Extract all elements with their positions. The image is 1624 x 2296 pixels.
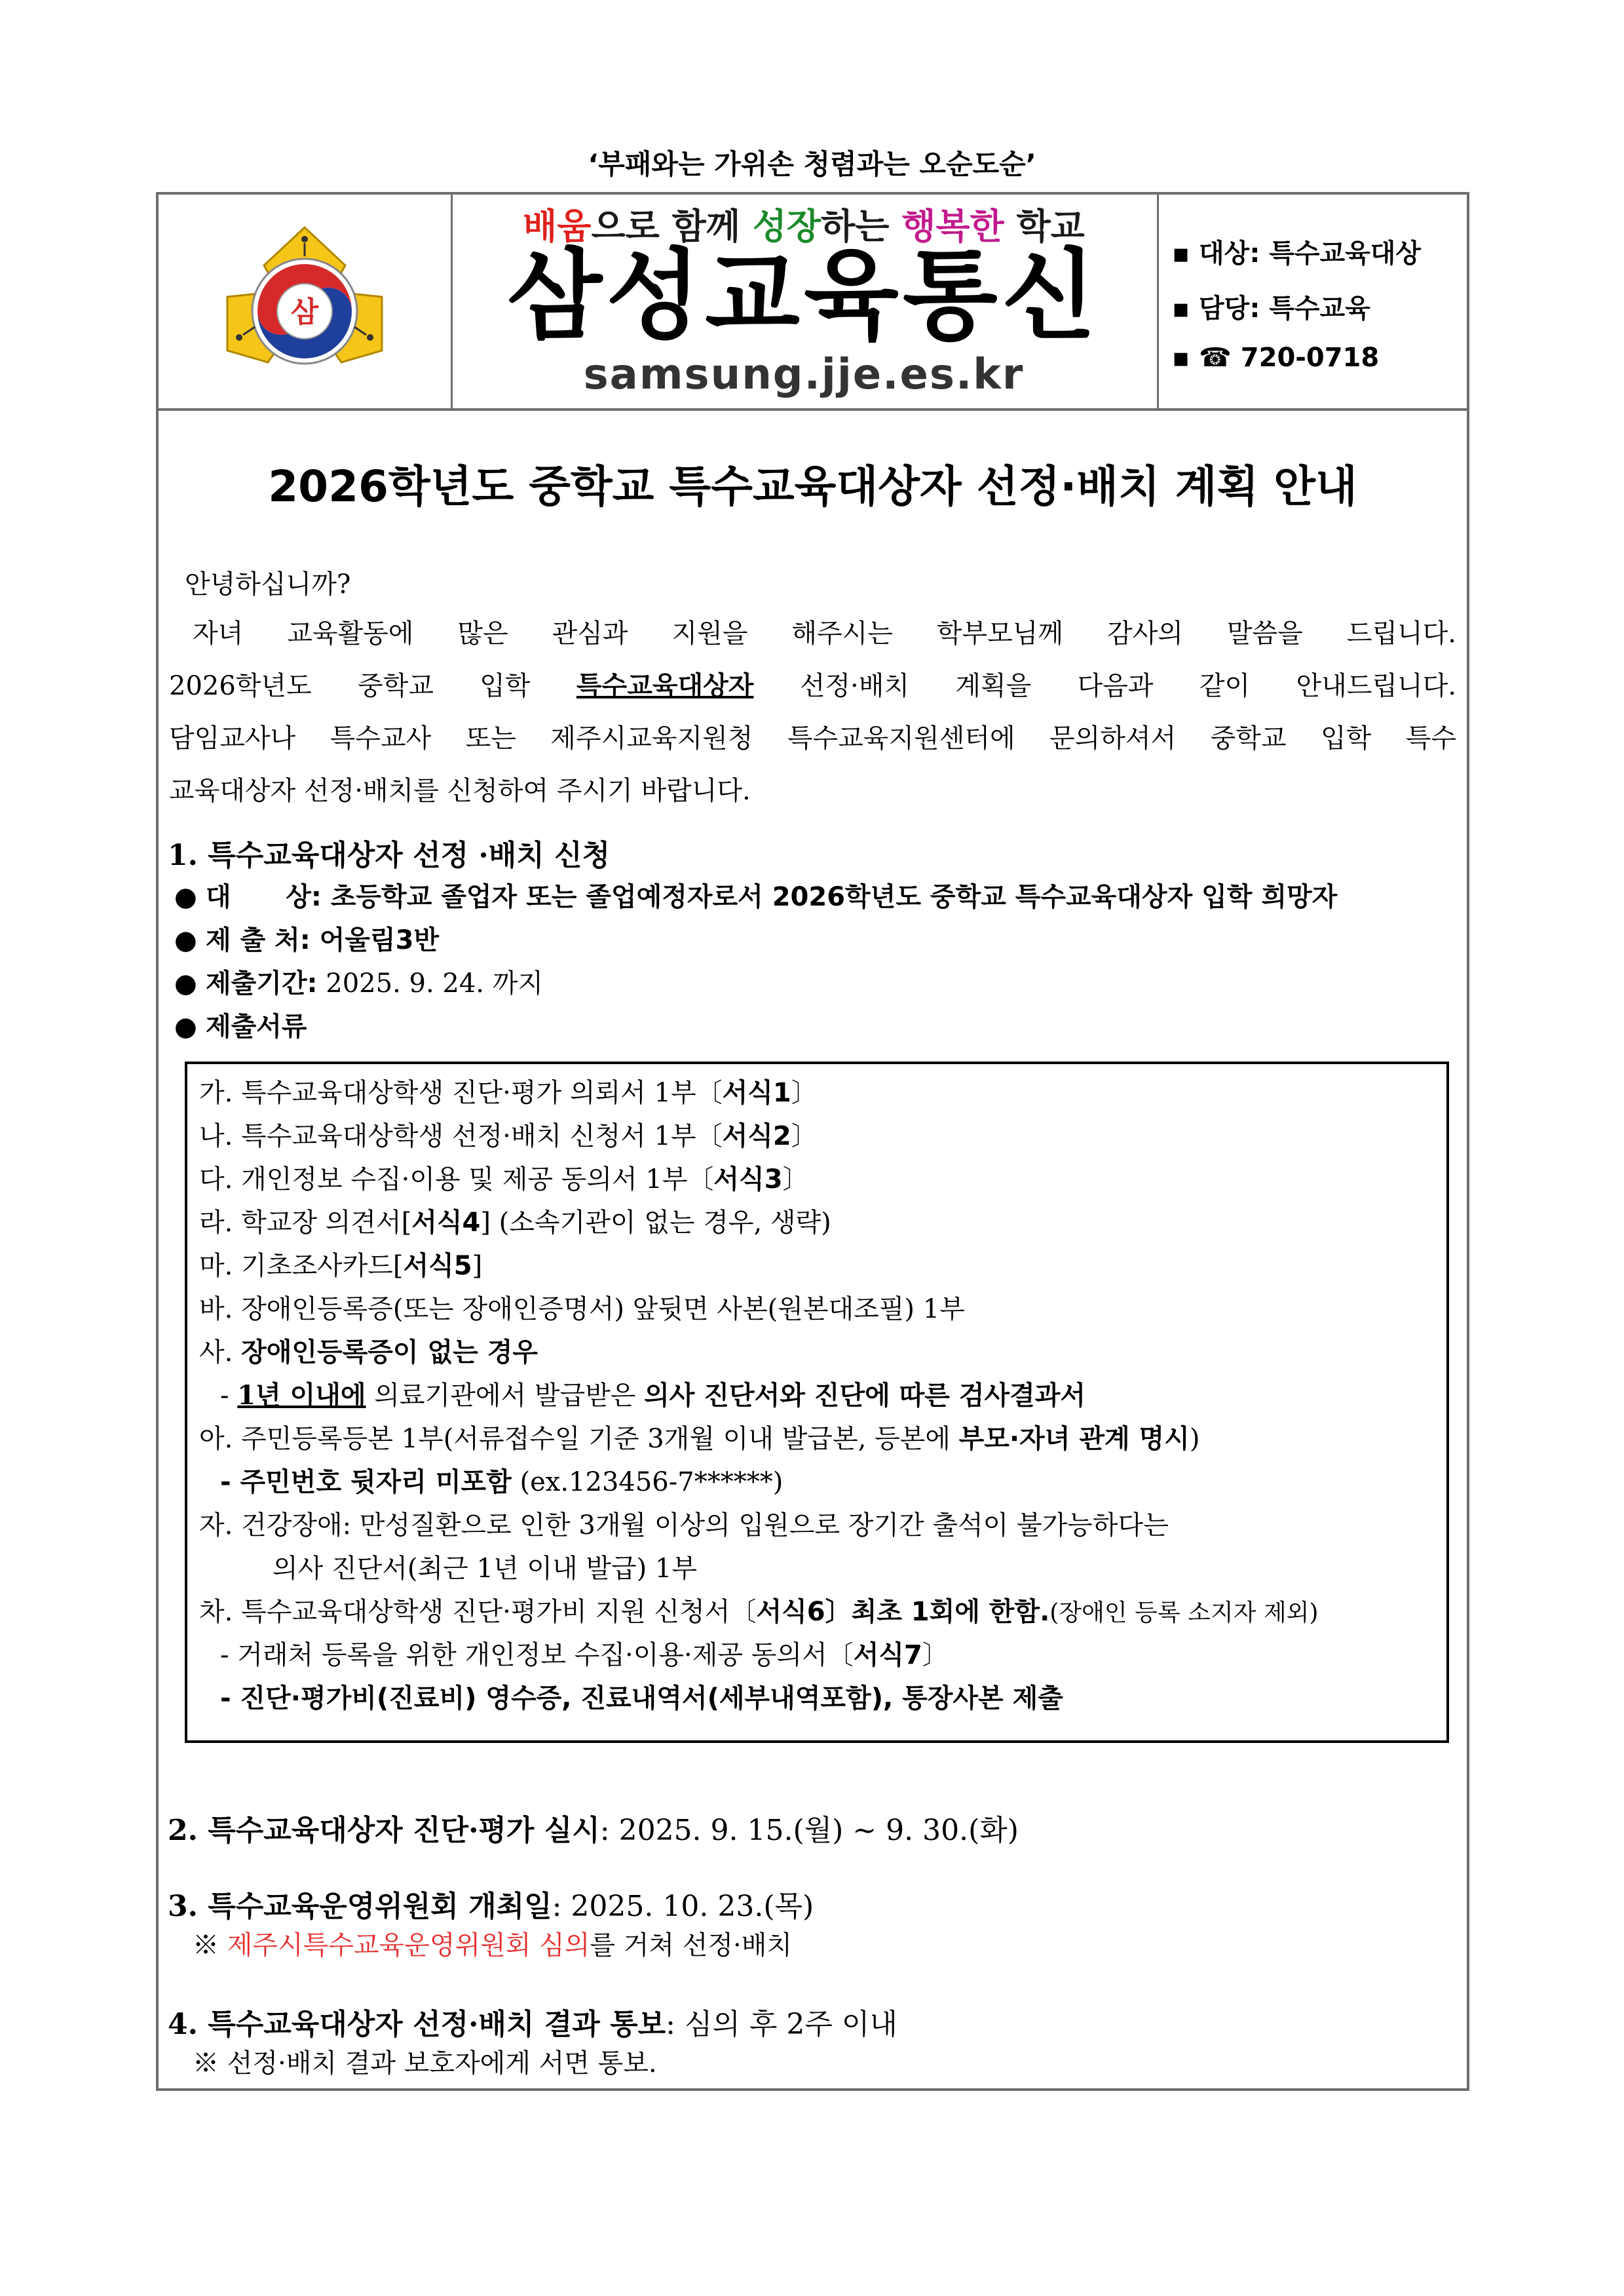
- section-2: 2. 특수교육대상자 진단·평가 실시: 2025. 9. 15.(월) ~ 9. 30.(화): [168, 1814, 1019, 1847]
- phone-info: ▪ ☎ 720-0718: [1172, 343, 1380, 373]
- doc-item-cha: 차. 특수교육대상학생 진단·평가비 지원 신청서〔서식6〕최초 1회에 한함.(장애인 등록 소지자 제외): [199, 1597, 1319, 1627]
- target-bullet: ● 대 상: 초등학교 졸업자 또는 졸업예정자로서 2026학년도 중학교 특수교육대상자 입학 희망자: [174, 881, 1338, 912]
- section-4-note: ※ 선정·배치 결과 보호자에게 서면 통보.: [193, 2048, 657, 2078]
- site-url[interactable]: samsung.jje.es.kr: [583, 351, 1025, 399]
- section-3-note: ※ 제주시특수교육운영위원회 심의를 거쳐 선정·배치: [193, 1930, 793, 1961]
- doc-item-cha-sub1: - 거래처 등록을 위한 개인정보 수집·이용·제공 동의서〔서식7〕: [220, 1640, 949, 1670]
- submit-to-bullet: ● 제 출 처: 어울림3반: [174, 925, 440, 955]
- doc-item-ga: 가. 특수교육대상학생 진단·평가 의뢰서 1부〔서식1〕: [199, 1078, 818, 1108]
- section-3: 3. 특수교육운영위원회 개최일: 2025. 10. 23.(목): [168, 1890, 814, 1923]
- logo-cell: [159, 195, 453, 408]
- charge-info: ▪ 담당: 특수교육: [1172, 294, 1370, 324]
- period-bullet: ● 제출기간: 2025. 9. 24. 까지: [174, 968, 543, 999]
- required-documents-box: [185, 1062, 1449, 1743]
- section-4: 4. 특수교육대상자 선정·배치 결과 통보: 심의 후 2주 이내: [168, 2008, 897, 2041]
- intro-line-2: 2026학년도 중학교 입학 특수교육대상자 선정·배치 계획을 다음과 같이 안내드립니다.: [169, 670, 1457, 701]
- newsletter-frame: [156, 192, 1469, 2091]
- document-title: 2026학년도 중학교 특수교육대상자 선정·배치 계획 안내: [268, 461, 1357, 512]
- intro-line-3: 담임교사나 특수교사 또는 제주시교육지원청 특수교육지원센터에 문의하셔서 중학교 입학 특수: [169, 723, 1456, 754]
- logo-text: 삼: [290, 296, 319, 329]
- greeting: 안녕하십니까?: [185, 569, 351, 600]
- doc-item-ja-cont: 의사 진단서(최근 1년 이내 발급) 1부: [273, 1554, 698, 1584]
- title-cell: [451, 195, 1159, 408]
- newsletter-title: 삼성교육통신: [507, 239, 1101, 353]
- doc-item-ra: 라. 학교장 의견서[서식4] (소속기관이 없는 경우, 생략): [199, 1208, 831, 1238]
- documents-bullet: ● 제출서류: [174, 1011, 307, 1042]
- doc-item-a: 아. 주민등록등본 1부(서류접수일 기준 3개월 이내 발급본, 등본에 부모·자녀 관계 명시): [199, 1424, 1200, 1454]
- school-motto: 배움으로 함께 성장하는 행복한 학교: [523, 206, 1085, 247]
- intro-paragraph: [169, 607, 1456, 817]
- masthead: [159, 195, 1467, 411]
- doc-item-ja: 자. 건강장애: 만성질환으로 인한 3개월 이상의 입원으로 장기간 출석이 불가능하다는: [199, 1510, 1169, 1540]
- target-info: ▪ 대상: 특수교육대상: [1172, 239, 1422, 269]
- school-logo-icon: [159, 195, 451, 408]
- doc-item-na: 나. 특수교육대상학생 선정·배치 신청서 1부〔서식2〕: [199, 1121, 818, 1151]
- intro-line-4: 교육대상자 선정·배치를 신청하여 주시기 바랍니다.: [169, 776, 751, 806]
- doc-item-cha-sub2: - 진단·평가비(진료비) 영수증, 진료내역서(세부내역포함), 통장사본 제출: [220, 1683, 1063, 1713]
- info-cell: [1159, 195, 1467, 408]
- doc-item-ma: 마. 기초조사카드[서식5]: [199, 1251, 483, 1281]
- section-1-heading: 1. 특수교육대상자 선정 ·배치 신청: [168, 839, 611, 872]
- doc-item-sa: 사. 장애인등록증이 없는 경우: [199, 1337, 538, 1368]
- anti-corruption-slogan: ‘부패와는 가위손 청렴과는 오순도순’: [588, 148, 1036, 180]
- doc-item-a-sub: - 주민번호 뒷자리 미포함 (ex.123456-7******): [220, 1467, 784, 1497]
- doc-item-da: 다. 개인정보 수집·이용 및 제공 동의서 1부〔서식3〕: [199, 1164, 809, 1195]
- doc-item-sa-sub: - 1년 이내에 의료기관에서 발급받은 의사 진단서와 진단에 따른 검사결과서: [220, 1380, 1086, 1411]
- intro-line-1: 자녀 교육활동에 많은 관심과 지원을 해주시는 학부모님께 감사의 말씀을 드립니다.: [193, 619, 1456, 649]
- doc-item-ba: 바. 장애인등록증(또는 장애인증명서) 앞뒷면 사본(원본대조필) 1부: [199, 1294, 965, 1324]
